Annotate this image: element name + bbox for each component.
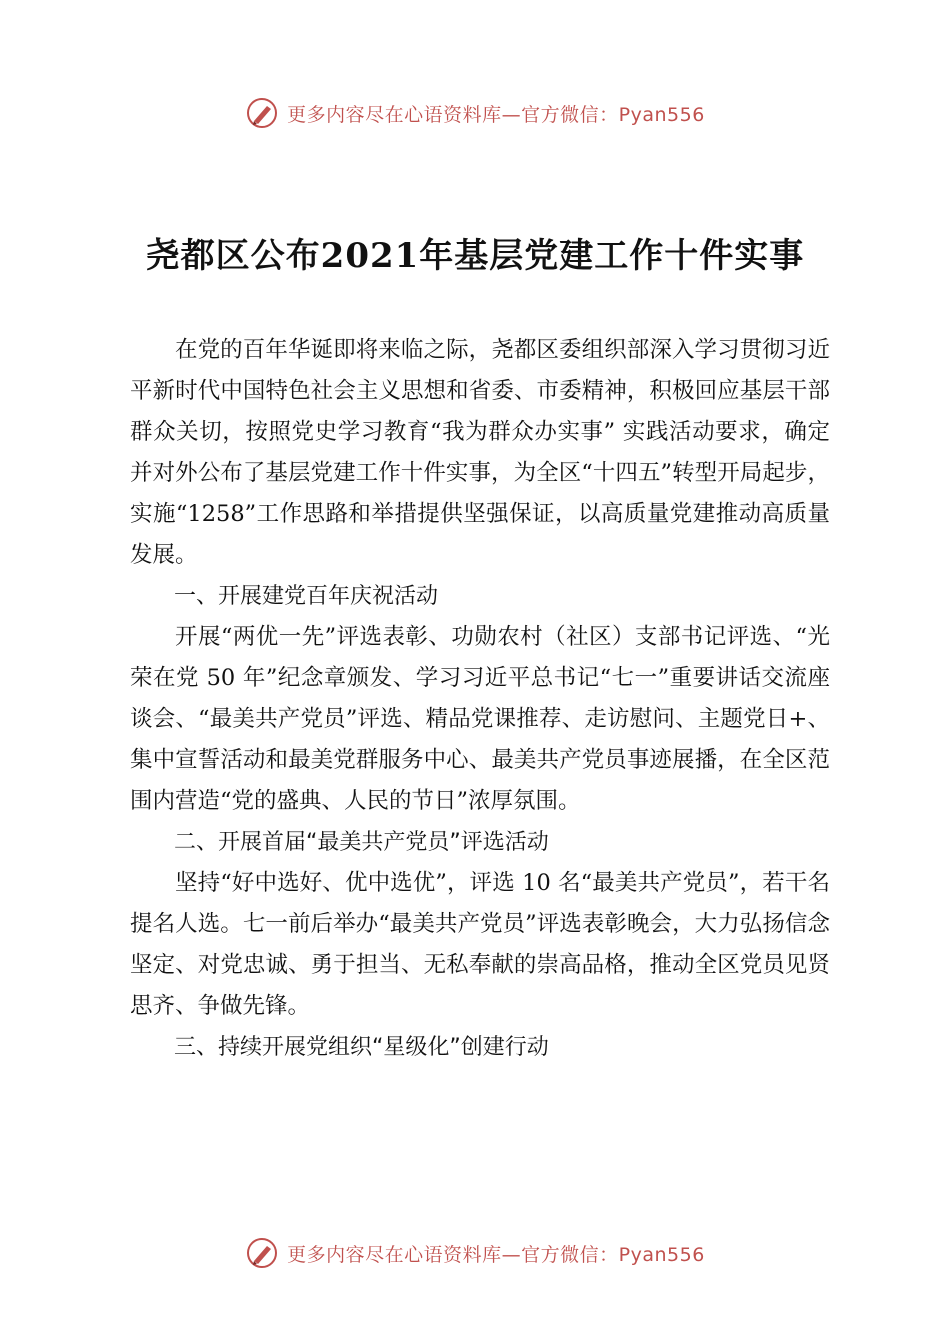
document-title: 尧都区公布2021年基层党建工作十件实事 (145, 236, 805, 276)
document-body (130, 330, 830, 1068)
footer-watermark (0, 1236, 950, 1270)
pen-logo-icon (245, 1236, 279, 1270)
section-2-heading: 二、开展首届“最美共产党员”评选活动 (174, 830, 549, 855)
section-1-heading: 一、开展建党百年庆祝活动 (174, 584, 439, 609)
header-watermark (0, 96, 950, 130)
watermark-text: 更多内容尽在心语资料库—官方微信：Pyan556 (287, 103, 705, 126)
watermark-text: 更多内容尽在心语资料库—官方微信：Pyan556 (287, 1243, 705, 1266)
intro-paragraph: 在党的百年华诞即将来临之际，尧都区委组织部深入学习贯彻习近平新时代中国特色社会主义思想和省委、市委精神，积极回应基层干部群众关切，按照党史学习教育“我为群众办实事” 实践活动要求，确定并对外公布了基层党建工作十件实事，为全区“十四五”转型开局起步，实施“1258”工作思路和举措提供坚强保证，以高质量党建推动高质量发展。 (130, 337, 830, 568)
section-1-paragraph: 开展“两优一先”评选表彰、功勋农村（社区）支部书记评选、“光荣在党 50 年”纪念章颁发、学习习近平总书记“七一”重要讲话交流座谈会、“最美共产党员”评选、精品党课推荐、走访慰问、主题党日+、集中宣誓活动和最美党群服务中心、最美共产党员事迹展播，在全区范围内营造“党的盛典、人民的节日”浓厚氛围。 (130, 624, 830, 814)
pen-logo-icon (245, 96, 279, 130)
section-3-heading: 三、持续开展党组织“星级化”创建行动 (174, 1035, 549, 1060)
section-2-paragraph: 坚持“好中选好、优中选优”，评选 10 名“最美共产党员”，若干名提名人选。七一前后举办“最美共产党员”评选表彰晚会，大力弘扬信念坚定、对党忠诚、勇于担当、无私奉献的崇高品格，推动全区党员见贤思齐、争做先锋。 (130, 870, 830, 1019)
